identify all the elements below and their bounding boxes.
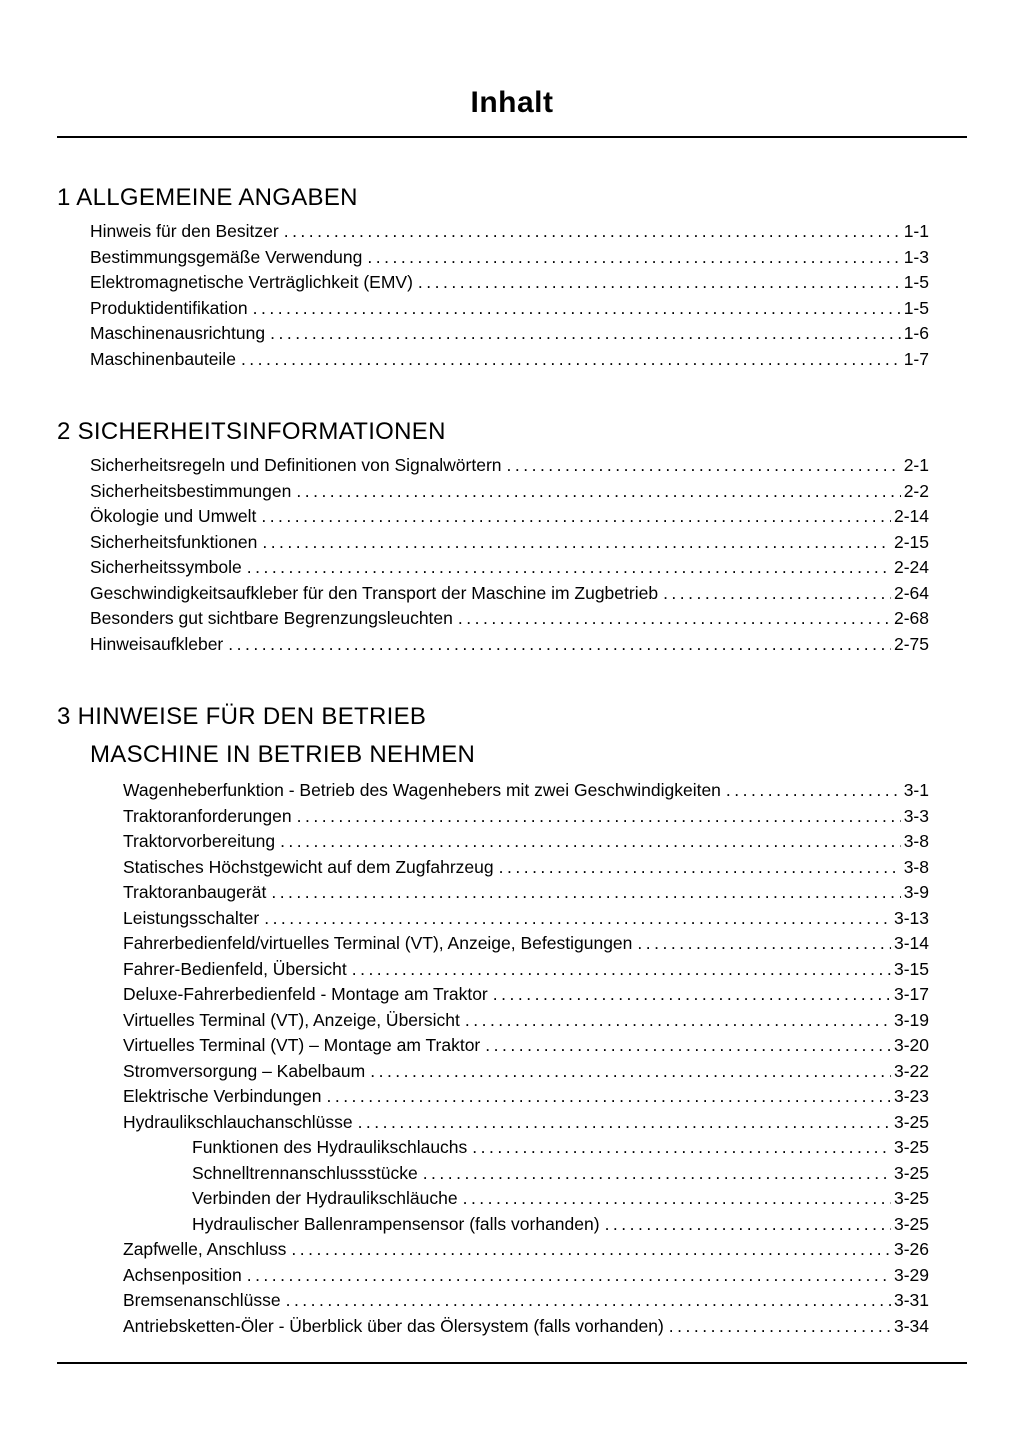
toc-entry-page: 3-1 [903,780,929,800]
leader-dots [370,1059,891,1085]
toc-entry-page: 2-68 [893,608,929,628]
toc-entry [192,1186,929,1212]
leader-dots [297,804,901,830]
toc-entry [90,555,929,581]
toc-entry-page: 3-9 [903,882,929,902]
toc-entry [123,1059,929,1085]
toc-entry-page: 1-6 [903,323,929,343]
toc-entry-label: Hinweisaufkleber [90,633,224,654]
toc-entry-label: Statisches Höchstgewicht auf dem Zugfahrzeug [123,856,494,877]
toc-entry-label: Hydraulikschlauchanschlüsse [123,1111,353,1132]
leader-dots [247,1263,891,1289]
toc-entry-page: 2-1 [903,455,929,475]
toc-entry-label: Fahrerbedienfeld/virtuelles Terminal (VT), Anzeige, Befestigungen [123,933,633,953]
toc-entry [123,855,929,881]
toc-entry [123,1263,929,1289]
toc-entry-label: Traktoranbaugerät [123,882,267,902]
toc-entry-label: Leistungsschalter [123,907,260,928]
toc-entry-label: Sicherheitsfunktionen [90,531,258,552]
leader-dots [253,296,901,322]
toc-entry [123,957,929,983]
toc-entry-label: Hinweis für den Besitzer [90,221,279,241]
toc-entry-page: 2-15 [893,531,929,552]
toc-section [57,418,967,657]
toc-entry [123,1008,929,1034]
toc-entry-page: 3-25 [893,1188,929,1208]
toc-entry-page: 3-23 [893,1086,929,1106]
section-subheading: MASCHINE IN BETRIEB NEHMEN [90,741,476,768]
toc-entry [90,245,929,271]
toc-entry-page: 1-1 [903,221,929,241]
toc-entry-label: Maschinenbauteile [90,348,236,369]
toc-entry-page: 2-2 [903,480,929,501]
toc-entry [90,453,929,479]
toc-entry-page: 2-64 [893,582,929,603]
leader-dots [358,1110,891,1136]
toc-entry [123,829,929,855]
toc-entry [90,321,929,347]
toc-entry [123,931,929,957]
section-heading: 2 SICHERHEITSINFORMATIONEN [57,418,446,445]
toc-entry [123,880,929,906]
toc-entry [123,1084,929,1110]
toc-entry-page: 3-25 [893,1162,929,1183]
leader-dots [726,778,901,804]
leader-dots [286,1288,891,1314]
section-heading: 3 HINWEISE FÜR DEN BETRIEB [57,703,427,730]
toc-entry-label: Bremsenanschlüsse [123,1290,281,1310]
toc-entry-page: 2-75 [893,633,929,654]
toc-entry-label: Sicherheitsbestimmungen [90,480,292,501]
toc-entry-page: 3-29 [893,1264,929,1285]
leader-dots [261,504,891,530]
toc-entry-page: 3-15 [893,958,929,979]
leader-dots [465,1008,891,1034]
toc-entry-page: 3-8 [903,856,929,877]
leader-dots [463,1186,891,1212]
leader-dots [271,880,900,906]
toc-entry [192,1161,929,1187]
leader-dots [493,982,891,1008]
toc-entry [90,479,929,505]
toc-entry [90,530,929,556]
toc-entry-label: Elektromagnetische Verträglichkeit (EMV) [90,272,413,292]
toc-entry-label: Elektrische Verbindungen [123,1086,322,1106]
leader-dots [284,219,901,245]
toc-entry-page: 3-17 [893,984,929,1004]
toc-entry-page: 3-19 [893,1009,929,1030]
toc-entry-page: 1-5 [903,297,929,318]
leader-dots [367,245,900,271]
section-heading: 1 ALLGEMEINE ANGABEN [57,184,358,211]
toc-entry-page: 3-14 [893,933,929,953]
toc-entry [90,270,929,296]
toc-entry-label: Antriebsketten-Öler - Überblick über das Ölersystem (falls vorhanden) [123,1315,664,1336]
toc-entry-label: Sicherheitsregeln und Definitionen von Signalwörtern [90,455,502,475]
toc-entry-label: Deluxe-Fahrerbedienfeld - Montage am Traktor [123,984,488,1004]
toc-entry-label: Achsenposition [123,1264,242,1285]
toc-entry-page: 3-26 [893,1239,929,1259]
toc-entry-label: Virtuelles Terminal (VT) – Montage am Traktor [123,1035,481,1055]
leader-dots [264,906,891,932]
toc-entry-label: Maschinenausrichtung [90,323,266,343]
leader-dots [458,606,891,632]
toc-entry [90,347,929,373]
leader-dots [247,555,891,581]
toc-entry-label: Schnelltrennanschlussstücke [192,1162,418,1183]
leader-dots [663,581,891,607]
toc-entry-page: 2-24 [893,557,929,577]
toc-entry-page: 3-25 [893,1137,929,1157]
toc-entry [90,504,929,530]
toc-entry-page: 3-34 [893,1315,929,1336]
leader-dots [669,1314,891,1340]
toc-entry-page: 3-31 [893,1290,929,1310]
leader-dots [352,957,891,983]
leader-dots [280,829,901,855]
toc-entry-page: 3-13 [893,907,929,928]
toc-entry-label: Hydraulischer Ballenrampensensor (falls vorhanden) [192,1213,600,1234]
toc-entry-page: 2-14 [893,506,929,526]
toc-entry-page: 1-7 [903,348,929,369]
leader-dots [296,479,900,505]
leader-dots [472,1135,891,1161]
toc-entry [192,1135,929,1161]
toc-entry-page: 3-22 [893,1060,929,1081]
toc-entry-page: 3-20 [893,1035,929,1055]
toc-entry-label: Wagenheberfunktion - Betrieb des Wagenhebers mit zwei Geschwindigkeiten [123,780,721,800]
toc-entry-label: Produktidentifikation [90,297,248,318]
leader-dots [291,1237,891,1263]
leader-dots [228,632,891,658]
leader-dots [423,1161,891,1187]
toc-entry-label: Traktoranforderungen [123,805,292,826]
toc-entry [123,906,929,932]
leader-dots [605,1212,891,1238]
toc-entry-label: Geschwindigkeitsaufkleber für den Transport der Maschine im Zugbetrieb [90,582,659,603]
toc-entry [90,219,929,245]
leader-dots [485,1033,891,1059]
toc-entry-label: Ökologie und Umwelt [90,506,257,526]
title-divider [57,136,967,138]
toc-section [57,184,967,372]
toc-entry [123,1314,929,1340]
toc-entry [90,581,929,607]
toc-entry-page: 3-3 [903,805,929,826]
toc-entry-label: Besonders gut sichtbare Begrenzungsleuchten [90,608,453,628]
toc-entry-label: Funktionen des Hydraulikschlauchs [192,1137,468,1157]
toc-entry-label: Bestimmungsgemäße Verwendung [90,246,363,267]
toc-entry [90,632,929,658]
leader-dots [418,270,901,296]
leader-dots [507,453,901,479]
toc-entry-label: Traktorvorbereitung [123,831,276,851]
toc-entry-label: Virtuelles Terminal (VT), Anzeige, Übersicht [123,1009,460,1030]
toc-entry-label: Sicherheitssymbole [90,557,242,577]
toc-section [57,703,967,1339]
toc-entry [192,1212,929,1238]
toc-entry-label: Zapfwelle, Anschluss [123,1239,287,1259]
toc-entry-label: Verbinden der Hydraulikschläuche [192,1188,458,1208]
toc-entry [90,606,929,632]
toc-sections [57,184,967,1339]
leader-dots [262,530,891,556]
toc-entry [123,778,929,804]
toc-entry-page: 1-3 [903,246,929,267]
toc-entry [123,1110,929,1136]
leader-dots [326,1084,891,1110]
toc-entry-page: 3-25 [893,1111,929,1132]
toc-entry [123,982,929,1008]
toc-entry [90,296,929,322]
toc-entry-label: Stromversorgung – Kabelbaum [123,1060,366,1081]
toc-entry-label: Fahrer-Bedienfeld, Übersicht [123,958,347,979]
bottom-divider [57,1362,967,1364]
toc-entry-page: 3-8 [903,831,929,851]
leader-dots [499,855,901,881]
page-title: Inhalt [470,86,554,119]
leader-dots [241,347,901,373]
leader-dots [637,931,891,957]
toc-entry-page: 3-25 [893,1213,929,1234]
toc-entry [123,1033,929,1059]
leader-dots [270,321,901,347]
toc-entry [123,804,929,830]
toc-entry [123,1288,929,1314]
toc-entry-page: 1-5 [903,272,929,292]
toc-entry [123,1237,929,1263]
